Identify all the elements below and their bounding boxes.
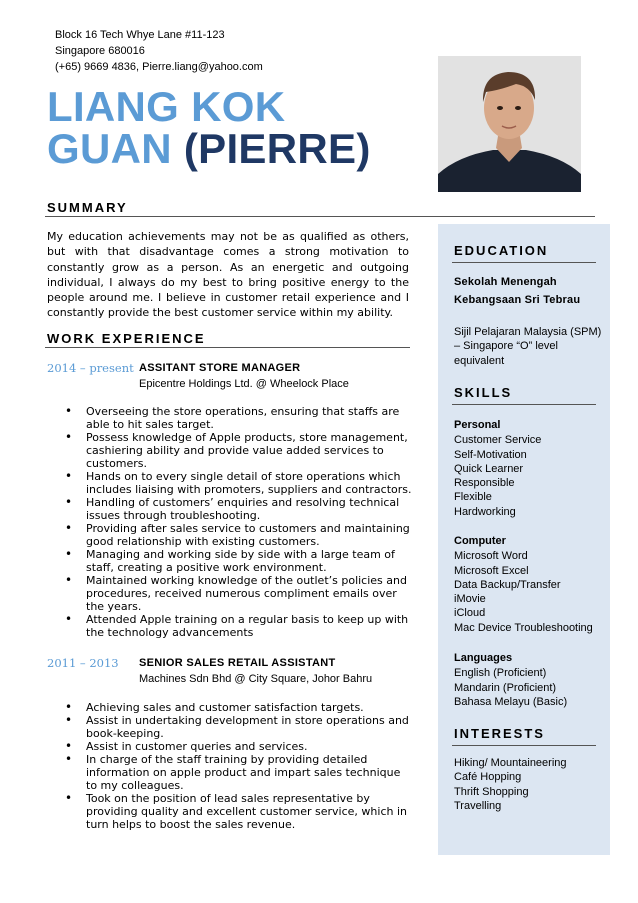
- job-date: 2011 – 2013: [47, 656, 119, 670]
- list-item: • In charge of the staff training by providing detailed information on apple product and impart sales technique to my colleagues.: [62, 753, 412, 792]
- education-divider: [452, 262, 596, 263]
- list-item: • Overseeing the store operations, ensuring that staffs are able to hit sales target.: [62, 405, 412, 431]
- list-item: • Attended Apple training on a regular basis to keep up with the technology advancements: [62, 613, 412, 639]
- interest-item: Travelling: [454, 799, 502, 812]
- summary-heading: SUMMARY: [47, 200, 128, 215]
- skill-item: iMovie: [454, 593, 486, 606]
- qualification-text: Sijil Pelajaran Malaysia (SPM) – Singapore “O” level equivalent: [454, 326, 602, 367]
- skills-group-heading: Personal: [454, 419, 501, 431]
- skills-group-heading: Computer: [454, 535, 506, 547]
- job-responsibilities-list: [62, 701, 412, 831]
- address-line-1: Block 16 Tech Whye Lane #11-123: [55, 29, 225, 41]
- job-company: Epicentre Holdings Ltd. @ Wheelock Place: [139, 378, 349, 390]
- interests-list: [454, 756, 604, 813]
- work-experience-divider: [45, 347, 410, 348]
- skill-item: Responsible: [454, 477, 515, 490]
- skills-group-personal: [454, 418, 604, 519]
- skill-item: Mandarin (Proficient): [454, 681, 557, 694]
- name-nickname: (PIERRE): [183, 125, 371, 172]
- contact-block: [55, 27, 263, 75]
- profile-photo: [438, 56, 581, 192]
- interest-item: Thrift Shopping: [454, 785, 529, 798]
- list-item: • Maintained working knowledge of the outlet’s policies and procedures, received numerous compliment emails over the years.: [62, 574, 412, 613]
- job-date: 2014 – present: [47, 361, 134, 375]
- name-surname-part: GUAN: [47, 125, 172, 172]
- skill-item: Microsoft Word: [454, 550, 528, 563]
- job-responsibilities-list: [62, 405, 412, 639]
- phone-email-line: (+65) 9669 4836, Pierre.liang@yahoo.com: [55, 61, 263, 73]
- skill-item: iCloud: [454, 607, 486, 620]
- education-heading: EDUCATION: [454, 243, 549, 258]
- skill-item: Hardworking: [454, 505, 516, 518]
- list-item: • Achieving sales and customer satisfaction targets.: [62, 701, 412, 714]
- list-item: • Possess knowledge of Apple products, store management, cashiering ability and provide value added services to customers.: [62, 431, 412, 470]
- skills-group-computer: [454, 534, 604, 635]
- summary-divider: [45, 216, 595, 217]
- list-item: • Assist in customer queries and services.: [62, 740, 412, 753]
- address-line-2: Singapore 680016: [55, 45, 145, 57]
- school-name-line-2: Kebangsaan Sri Tebrau: [454, 294, 581, 306]
- school-name: [454, 273, 580, 309]
- candidate-name: [47, 83, 371, 172]
- interest-item: Hiking/ Mountaineering: [454, 757, 567, 769]
- list-item: • Took on the position of lead sales representative by providing quality and excellent customer service, which in turn helps to boost the sales revenue.: [62, 792, 412, 831]
- skill-item: Microsoft Excel: [454, 564, 529, 577]
- interests-heading: INTERESTS: [454, 726, 545, 741]
- skill-item: Self-Motivation: [454, 448, 527, 461]
- list-item: • Hands on to every single detail of store operations which includes liaising with promoters, suppliers and contractors.: [62, 470, 412, 496]
- job-company: Machines Sdn Bhd @ City Square, Johor Bahru: [139, 673, 373, 685]
- skills-heading: SKILLS: [454, 385, 513, 400]
- interest-item: Café Hopping: [454, 771, 522, 784]
- list-item: • Assist in undertaking development in store operations and book-keeping.: [62, 714, 412, 740]
- skill-item: Customer Service: [454, 434, 542, 447]
- skills-group-heading: Languages: [454, 652, 513, 664]
- list-item: • Providing after sales service to customers and maintaining good relationship with existing customers.: [62, 522, 412, 548]
- skill-item: Mac Device Troubleshooting: [454, 621, 593, 634]
- job-title: SENIOR SALES RETAIL ASSISTANT: [139, 657, 336, 669]
- skill-item: Bahasa Melayu (Basic): [454, 695, 568, 708]
- name-line-1: LIANG KOK: [47, 83, 286, 130]
- work-experience-heading: WORK EXPERIENCE: [47, 331, 206, 346]
- list-item: • Managing and working side by side with a large team of staff, creating a positive work environment.: [62, 548, 412, 574]
- name-line-2: [47, 125, 371, 172]
- skill-item: Data Backup/Transfer: [454, 578, 561, 591]
- profile-photo-illustration: [438, 56, 581, 192]
- school-name-line-1: Sekolah Menengah: [454, 276, 557, 288]
- skill-item: Quick Learner: [454, 462, 524, 475]
- skills-divider: [452, 404, 596, 405]
- skills-group-languages: [454, 651, 604, 709]
- summary-text: My education achievements may not be as qualified as others, but with that disadvantage comes a strong motivation to constantly grow as a person. As an energetic and outgoing individual, I always do my best to bring positive energy to the people around me. I believe in customer retail experience and I constantly provide the best customer service within my ability.: [47, 230, 409, 320]
- interests-divider: [452, 745, 596, 746]
- skill-item: Flexible: [454, 491, 492, 504]
- skill-item: English (Proficient): [454, 667, 547, 680]
- list-item: • Handling of customers’ enquiries and resolving technical issues through troubleshooting.: [62, 496, 412, 522]
- job-title: ASSITANT STORE MANAGER: [139, 362, 301, 374]
